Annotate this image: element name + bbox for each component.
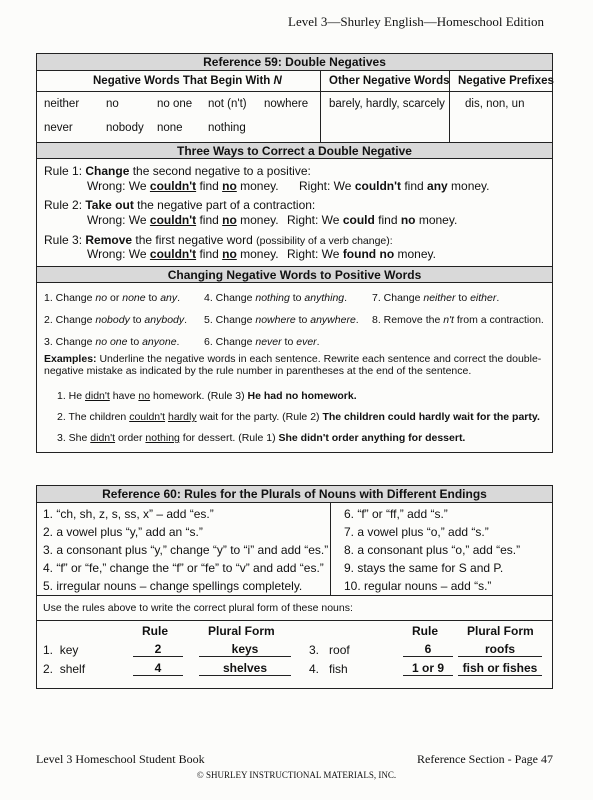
rule-2-right: Right: We could find no money. (287, 213, 458, 227)
example-2: 2. The children couldn't hardly wait for the party. (Rule 2) The children could hardly wait for the party. (57, 411, 540, 423)
word-none: none (157, 122, 183, 134)
examples-instructions-line-1: Examples: Underline the negative words in each sentence. Rewrite each sentence and correct the double- (44, 353, 542, 365)
plural-rule-7: 7. a vowel plus “o,” add “s.” (344, 525, 489, 539)
plural-rule-4: 4. “f” or “fe,” change the “f” or “fe” to “v” and add “es.” (43, 561, 324, 575)
answer-plural-1: keys (199, 642, 291, 657)
plural-rule-9: 9. stays the same for S and P. (344, 561, 504, 575)
reference-60-title: Reference 60: Rules for the Plurals of Nouns with Different Endings (37, 486, 552, 503)
change-item-6: 6. Change never to ever. (204, 336, 320, 348)
rule-1-right: Right: We couldn't find any money. (299, 179, 490, 193)
word-not: not (n't) (208, 98, 247, 110)
other-negative-words: barely, hardly, scarcely (329, 98, 445, 110)
plural-rule-6: 6. “f” or “ff,” add “s.” (344, 507, 448, 521)
rule-2-wrong: Wrong: We couldn't find no money. (87, 213, 279, 227)
footer-left: Level 3 Homeschool Student Book (36, 752, 205, 766)
answer-rule-4: 1 or 9 (403, 661, 453, 676)
answer-rule-2: 4 (133, 661, 183, 676)
change-item-1: 1. Change no or none to any. (44, 292, 181, 304)
answer-plural-4: fish or fishes (458, 661, 542, 676)
negative-n-words-header: Negative Words That Begin With N (93, 75, 282, 87)
answer-rule-3: 6 (403, 642, 453, 657)
word-nowhere: nowhere (264, 98, 309, 110)
plural-column-header-right: Plural Form (467, 624, 534, 638)
examples-instructions-line-2: negative mistake as indicated by the rule number in parentheses at the end of the sentence. (44, 365, 472, 377)
change-item-4: 4. Change nothing to anything. (204, 292, 348, 304)
reference-59-title: Reference 59: Double Negatives (37, 54, 552, 71)
rule-1: Rule 1: Change the second negative to a positive: (44, 164, 311, 178)
footer-right: Reference Section - Page 47 (417, 752, 553, 766)
word-no: no (106, 98, 119, 110)
noun-1: 1. key (43, 643, 79, 657)
other-negative-words-header: Other Negative Words (329, 75, 450, 87)
plural-rule-3: 3. a consonant plus “y,” change “y” to “i” and add “es.” (43, 543, 329, 557)
plural-rule-2: 2. a vowel plus “y,” add an “s.” (43, 525, 203, 539)
answer-plural-2: shelves (199, 661, 291, 676)
changing-title: Changing Negative Words to Positive Words (37, 266, 552, 283)
answer-plural-3: roofs (458, 642, 542, 657)
change-item-5: 5. Change nowhere to anywhere. (204, 314, 359, 326)
copyright: © SHURLEY INSTRUCTIONAL MATERIALS, INC. (196, 770, 397, 780)
negative-prefixes: dis, non, un (465, 98, 525, 110)
rule-1-wrong: Wrong: We couldn't find no money. (87, 179, 279, 193)
rule-3-wrong: Wrong: We couldn't find no money. (87, 247, 279, 261)
reference-60-box (36, 485, 553, 689)
word-neither: neither (44, 98, 80, 110)
plural-rule-8: 8. a consonant plus “o,” add “es.” (344, 543, 521, 557)
noun-4: 4. fish (309, 662, 348, 676)
negative-prefixes-header: Negative Prefixes (458, 75, 554, 87)
rule-column-header-left: Rule (142, 624, 169, 638)
change-item-2: 2. Change nobody to anybody. (44, 314, 188, 326)
plural-rule-5: 5. irregular nouns – change spellings completely. (43, 579, 303, 593)
word-nobody: nobody (106, 122, 144, 134)
word-never: never (44, 122, 73, 134)
rule-column-header-right: Rule (412, 624, 439, 638)
word-no-one: no one (157, 98, 193, 110)
rule-2: Rule 2: Take out the negative part of a contraction: (44, 198, 316, 212)
three-ways-title: Three Ways to Correct a Double Negative (37, 142, 552, 159)
word-nothing: nothing (208, 122, 246, 134)
rule-3-right: Right: We found no money. (287, 247, 436, 261)
change-item-8: 8. Remove the n't from a contraction. (372, 314, 544, 326)
noun-3: 3. roof (309, 643, 350, 657)
plural-column-header-left: Plural Form (208, 624, 275, 638)
noun-2: 2. shelf (43, 662, 86, 676)
plural-rule-1: 1. “ch, sh, z, s, ss, x” – add “es.” (43, 507, 214, 521)
running-header: Level 3—Shurley English—Homeschool Edition (288, 14, 544, 29)
plural-instruction: Use the rules above to write the correct plural form of these nouns: (43, 602, 353, 614)
plural-rule-10: 10. regular nouns – add “s.” (344, 579, 492, 593)
example-3: 3. She didn't order nothing for dessert. (Rule 1) She didn't order anything for dessert. (57, 432, 466, 444)
rule-3: Rule 3: Remove the first negative word (possibility of a verb change): (44, 233, 393, 247)
change-item-7: 7. Change neither to either. (372, 292, 500, 304)
answer-rule-1: 2 (133, 642, 183, 657)
example-1: 1. He didn't have no homework. (Rule 3) He had no homework. (57, 390, 357, 402)
reference-59-box (36, 53, 553, 453)
change-item-3: 3. Change no one to anyone. (44, 336, 180, 348)
